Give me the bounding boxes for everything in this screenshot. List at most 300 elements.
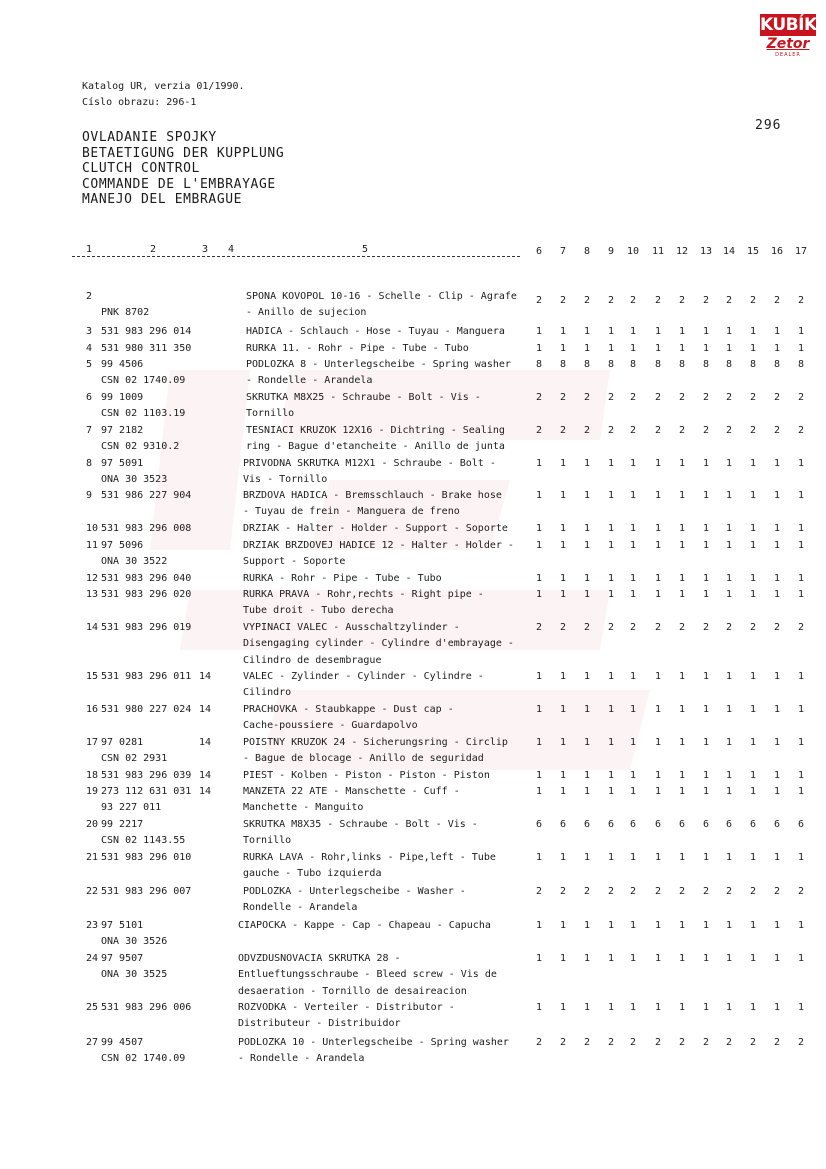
section-titles <box>82 130 284 208</box>
quantity-cell: 2 <box>773 425 781 436</box>
quantity-cell: 1 <box>702 573 710 584</box>
quantity-cell: 1 <box>678 1002 686 1013</box>
quantity-cell: 1 <box>559 737 567 748</box>
part-number: CSN 02 2931 <box>101 753 168 765</box>
quantity-cell: 1 <box>749 458 757 469</box>
quantity-cell: 1 <box>583 770 591 781</box>
quantity-cell: 1 <box>749 589 757 600</box>
quantity-cell: 2 <box>559 425 567 436</box>
quantity-cell: 1 <box>583 573 591 584</box>
qty-header-6: 6 <box>535 246 543 257</box>
quantity-cell: 1 <box>797 589 805 600</box>
quantity-cell: 1 <box>535 326 543 337</box>
quantity-cell: 1 <box>797 326 805 337</box>
quantity-cell: 1 <box>559 786 567 797</box>
quantity-cell: 2 <box>749 392 757 403</box>
quantity-cell: 8 <box>629 359 637 370</box>
part-number: 99 1009 <box>101 392 144 403</box>
quantity-cell: 8 <box>654 359 662 370</box>
quantity-cell: 2 <box>629 295 637 306</box>
quantity-cell: 1 <box>678 786 686 797</box>
quantity-cell: 2 <box>678 886 686 897</box>
quantity-cell: 2 <box>702 622 710 633</box>
quantity-cell: 1 <box>535 540 543 551</box>
quantity-cell: 1 <box>629 770 637 781</box>
quantity-cell: 1 <box>607 737 615 748</box>
quantity-cell: 2 <box>535 1037 543 1048</box>
position-number: 7 <box>86 425 93 436</box>
quantity-cell: 1 <box>725 704 733 715</box>
position-number: 15 <box>86 671 99 682</box>
part-number: 97 5091 <box>101 458 144 469</box>
quantity-cell: 2 <box>797 425 805 436</box>
qty-header-8: 8 <box>583 246 591 257</box>
quantity-cell: 1 <box>678 589 686 600</box>
quantity-cell: 2 <box>607 295 615 306</box>
quantity-cell: 1 <box>583 326 591 337</box>
quantity-cell: 1 <box>797 786 805 797</box>
quantity-cell: 1 <box>678 671 686 682</box>
column-header-3: 3 <box>202 244 209 255</box>
quantity-cell: 1 <box>654 737 662 748</box>
column-header-2: 2 <box>150 244 157 255</box>
part-number: 97 5101 <box>101 920 144 931</box>
quantity-cell: 1 <box>678 737 686 748</box>
quantity-cell: 2 <box>583 295 591 306</box>
quantity-cell: 1 <box>702 1002 710 1013</box>
quantity-cell: 1 <box>725 671 733 682</box>
quantity-cell: 1 <box>607 953 615 964</box>
qty-header-9: 9 <box>607 246 615 257</box>
position-number: 16 <box>86 704 99 715</box>
quantity-cell: 8 <box>773 359 781 370</box>
part-description: ODVZDUSNOVACIA SKRUTKA 28 - <box>238 953 401 964</box>
qty-header-14: 14 <box>722 246 736 257</box>
quantity-cell: 1 <box>607 671 615 682</box>
quantity-cell: 1 <box>607 920 615 931</box>
quantity-cell: 1 <box>654 786 662 797</box>
quantity-cell: 1 <box>678 704 686 715</box>
quantity-cell: 2 <box>559 886 567 897</box>
quantity-cell: 1 <box>629 704 637 715</box>
part-number: 99 4506 <box>101 359 144 370</box>
quantity-cell: 1 <box>773 770 781 781</box>
quantity-cell: 1 <box>725 1002 733 1013</box>
qty-header-7: 7 <box>559 246 567 257</box>
quantity-cell: 1 <box>678 343 686 354</box>
part-description: RURKA - Rohr - Pipe - Tube - Tubo <box>243 573 442 584</box>
position-number: 23 <box>86 920 99 931</box>
quantity-cell: 2 <box>797 622 805 633</box>
part-number: 531 983 296 011 <box>101 671 192 682</box>
part-description: MANZETA 22 ATE - Manschette - Cuff - <box>243 786 460 797</box>
quantity-cell: 1 <box>797 770 805 781</box>
quantity-cell: 8 <box>749 359 757 370</box>
quantity-cell: 1 <box>654 589 662 600</box>
quantity-cell: 1 <box>535 737 543 748</box>
part-description: SKRUTKA M8X25 - Schraube - Bolt - Vis - <box>246 392 481 403</box>
quantity-cell: 1 <box>749 704 757 715</box>
quantity-cell: 2 <box>583 1037 591 1048</box>
position-number: 6 <box>86 392 93 403</box>
quantity-cell: 8 <box>535 359 543 370</box>
quantity-cell: 2 <box>535 392 543 403</box>
quantity-cell: 1 <box>797 737 805 748</box>
position-number: 25 <box>86 1002 99 1013</box>
quantity-cell: 2 <box>535 295 543 306</box>
quantity-cell: 1 <box>583 589 591 600</box>
quantity-cell: 1 <box>607 852 615 863</box>
quantity-cell: 6 <box>559 819 567 830</box>
quantity-cell: 1 <box>629 1002 637 1013</box>
part-number: PNK 8702 <box>101 307 150 319</box>
quantity-cell: 2 <box>583 392 591 403</box>
quantity-cell: 2 <box>702 392 710 403</box>
quantity-cell: 2 <box>702 886 710 897</box>
part-number: 531 983 296 019 <box>101 622 192 633</box>
part-description: - Tuyau de frein - Manguera de freno <box>243 506 460 518</box>
column-header-1: 1 <box>86 244 93 255</box>
quantity-cell: 6 <box>583 819 591 830</box>
part-number: 97 5096 <box>101 540 144 551</box>
part-description: VYPINACI VALEC - Ausschaltzylinder - <box>243 622 460 633</box>
part-description: Cache-poussiere - Guardapolvo <box>243 720 418 732</box>
part-number: 531 983 296 006 <box>101 1002 192 1013</box>
quantity-cell: 2 <box>725 622 733 633</box>
quantity-cell: 1 <box>654 326 662 337</box>
quantity-cell: 1 <box>607 343 615 354</box>
quantity-cell: 2 <box>702 425 710 436</box>
part-description: PODLOZKA - Unterlegscheibe - Washer - <box>243 886 466 897</box>
quantity-cell: 1 <box>535 704 543 715</box>
part-description: POISTNY KRUZOK 24 - Sicherungsring - Circlip <box>243 737 508 748</box>
part-number: 531 983 296 020 <box>101 589 192 600</box>
quantity-cell: 1 <box>749 953 757 964</box>
quantity-cell: 1 <box>583 704 591 715</box>
title-fr: COMMANDE DE L'EMBRAYAGE <box>82 176 276 192</box>
part-number: 531 986 227 904 <box>101 490 192 501</box>
quantity-cell: 1 <box>678 523 686 534</box>
quantity-cell: 2 <box>725 392 733 403</box>
part-description: HADICA - Schlauch - Hose - Tuyau - Manguera <box>246 326 505 337</box>
quantity-cell: 1 <box>725 737 733 748</box>
quantity-cell: 1 <box>678 852 686 863</box>
quantity-cell: 1 <box>725 458 733 469</box>
quantity-cell: 1 <box>559 1002 567 1013</box>
quantity-cell: 2 <box>535 622 543 633</box>
qty-header-16: 16 <box>770 246 784 257</box>
part-description: Distributeur - Distribuidor <box>238 1018 401 1030</box>
quantity-cell: 1 <box>654 490 662 501</box>
quantity-cell: 1 <box>654 671 662 682</box>
quantity-cell: 1 <box>725 953 733 964</box>
quantity-cell: 2 <box>725 295 733 306</box>
quantity-cell: 2 <box>559 1037 567 1048</box>
quantity-cell: 1 <box>702 490 710 501</box>
part-description: Cilindro <box>243 687 292 699</box>
quantity-cell: 1 <box>678 458 686 469</box>
quantity-cell: 6 <box>702 819 710 830</box>
quantity-cell: 1 <box>797 540 805 551</box>
part-description: CIAPOCKA - Kappe - Cap - Chapeau - Capucha <box>238 920 491 931</box>
quantity-cell: 1 <box>559 540 567 551</box>
quantity-cell: 1 <box>607 458 615 469</box>
quantity-cell: 1 <box>629 671 637 682</box>
quantity-cell: 1 <box>749 1002 757 1013</box>
quantity-cell: 1 <box>629 786 637 797</box>
quantity-cell: 1 <box>773 852 781 863</box>
qty-header-17: 17 <box>794 246 808 257</box>
part-description: ring - Bague d'etancheite - Anillo de junta <box>246 441 505 453</box>
quantity-cell: 1 <box>583 458 591 469</box>
quantity-cell: 2 <box>607 425 615 436</box>
quantity-cell: 1 <box>559 671 567 682</box>
part-description: Entlueftungsschraube - Bleed screw - Vis de <box>238 969 497 981</box>
quantity-cell: 1 <box>607 326 615 337</box>
position-number: 4 <box>86 343 93 354</box>
logo-top-text: KUBÍK <box>760 15 817 35</box>
quantity-cell: 1 <box>629 458 637 469</box>
quantity-cell: 1 <box>535 1002 543 1013</box>
title-de: BETAETIGUNG DER KUPPLUNG <box>82 145 285 161</box>
quantity-cell: 2 <box>535 886 543 897</box>
part-description: gauche - Tubo izquierda <box>243 868 382 880</box>
position-number: 21 <box>86 852 99 863</box>
quantity-cell: 1 <box>725 573 733 584</box>
quantity-cell: 2 <box>678 392 686 403</box>
quantity-cell: 8 <box>678 359 686 370</box>
position-number: 2 <box>86 291 93 302</box>
quantity-cell: 1 <box>535 523 543 534</box>
part-description: RURKA PRAVA - Rohr,rechts - Right pipe - <box>243 589 484 600</box>
quantity-cell: 6 <box>654 819 662 830</box>
quantity-cell: 1 <box>749 326 757 337</box>
position-number: 13 <box>86 589 99 600</box>
quantity-cell: 1 <box>725 540 733 551</box>
quantity-cell: 1 <box>702 326 710 337</box>
quantity-cell: 2 <box>654 622 662 633</box>
quantity-cell: 2 <box>749 622 757 633</box>
figure-reference: 14 <box>199 671 212 682</box>
quantity-cell: 1 <box>749 737 757 748</box>
part-number: 531 983 296 008 <box>101 523 192 534</box>
quantity-cell: 1 <box>797 671 805 682</box>
quantity-cell: 8 <box>583 359 591 370</box>
logo-bottom-text: Zetor <box>766 36 810 52</box>
quantity-cell: 1 <box>654 540 662 551</box>
part-description: PRACHOVKA - Staubkappe - Dust cap - <box>243 704 454 715</box>
quantity-cell: 1 <box>559 589 567 600</box>
quantity-cell: 1 <box>629 490 637 501</box>
quantity-cell: 1 <box>678 540 686 551</box>
quantity-cell: 1 <box>654 920 662 931</box>
quantity-cell: 2 <box>654 886 662 897</box>
part-description: PODLOZKA 8 - Unterlegscheibe - Spring washer <box>246 359 511 370</box>
quantity-cell: 2 <box>654 1037 662 1048</box>
quantity-cell: 1 <box>797 1002 805 1013</box>
position-number: 12 <box>86 573 99 584</box>
quantity-cell: 1 <box>773 786 781 797</box>
quantity-cell: 6 <box>678 819 686 830</box>
quantity-cell: 2 <box>583 425 591 436</box>
quantity-cell: 1 <box>797 523 805 534</box>
quantity-cell: 1 <box>654 343 662 354</box>
quantity-cell: 1 <box>629 737 637 748</box>
quantity-cell: 2 <box>749 886 757 897</box>
part-number: CSN 02 1740.09 <box>101 375 186 387</box>
quantity-cell: 1 <box>749 920 757 931</box>
quantity-cell: 1 <box>797 953 805 964</box>
quantity-cell: 2 <box>749 295 757 306</box>
quantity-cell: 2 <box>797 295 805 306</box>
quantity-cell: 1 <box>749 852 757 863</box>
quantity-cell: 2 <box>607 392 615 403</box>
quantity-cell: 1 <box>678 490 686 501</box>
part-number: 99 4507 <box>101 1037 144 1048</box>
quantity-cell: 1 <box>725 343 733 354</box>
quantity-cell: 1 <box>583 540 591 551</box>
header-underline <box>72 256 520 257</box>
quantity-cell: 2 <box>535 425 543 436</box>
quantity-cell: 1 <box>583 786 591 797</box>
part-description: TESNIACI KRUZOK 12X16 - Dichtring - Sealing <box>246 425 505 436</box>
quantity-cell: 1 <box>773 737 781 748</box>
part-number: ONA 30 3522 <box>101 556 168 568</box>
part-description: - Rondelle - Arandela <box>238 1053 365 1065</box>
quantity-cell: 2 <box>797 392 805 403</box>
part-description: Tornillo <box>246 408 295 420</box>
quantity-cell: 2 <box>678 1037 686 1048</box>
quantity-cell: 1 <box>749 343 757 354</box>
qty-header-15: 15 <box>746 246 760 257</box>
quantity-cell: 1 <box>702 343 710 354</box>
quantity-cell: 1 <box>749 490 757 501</box>
quantity-cell: 2 <box>797 1037 805 1048</box>
quantity-cell: 2 <box>629 622 637 633</box>
quantity-cell: 1 <box>559 343 567 354</box>
part-description: Rondelle - Arandela <box>243 902 358 914</box>
quantity-cell: 1 <box>607 589 615 600</box>
quantity-cell: 8 <box>725 359 733 370</box>
quantity-cell: 2 <box>654 425 662 436</box>
quantity-cell: 2 <box>797 886 805 897</box>
quantity-cell: 1 <box>559 953 567 964</box>
quantity-cell: 1 <box>654 523 662 534</box>
quantity-cell: 1 <box>607 1002 615 1013</box>
quantity-cell: 2 <box>749 1037 757 1048</box>
quantity-cell: 2 <box>678 295 686 306</box>
quantity-cell: 2 <box>583 622 591 633</box>
quantity-cell: 2 <box>583 886 591 897</box>
quantity-cell: 2 <box>678 622 686 633</box>
part-number: 531 983 296 040 <box>101 573 192 584</box>
quantity-cell: 1 <box>607 573 615 584</box>
quantity-cell: 2 <box>773 1037 781 1048</box>
quantity-cell: 1 <box>749 573 757 584</box>
part-description: SPONA KOVOPOL 10-16 - Schelle - Clip - Agrafe <box>246 291 517 302</box>
quantity-cell: 1 <box>654 770 662 781</box>
quantity-cell: 1 <box>583 1002 591 1013</box>
quantity-cell: 1 <box>535 920 543 931</box>
quantity-cell: 1 <box>702 671 710 682</box>
quantity-cell: 1 <box>559 573 567 584</box>
part-number: CSN 02 1740.09 <box>101 1053 186 1065</box>
quantity-cell: 1 <box>629 852 637 863</box>
quantity-cell: 1 <box>702 953 710 964</box>
part-description: - Bague de blocage - Anillo de seguridad <box>243 753 484 765</box>
part-description: - Rondelle - Arandela <box>246 375 373 387</box>
quantity-cell: 1 <box>725 523 733 534</box>
quantity-cell: 2 <box>607 1037 615 1048</box>
page-number: 296 <box>755 118 782 133</box>
quantity-cell: 1 <box>797 490 805 501</box>
quantity-cell: 1 <box>773 458 781 469</box>
part-description: RURKA LAVA - Rohr,links - Pipe,left - Tube <box>243 852 496 863</box>
quantity-cell: 1 <box>773 573 781 584</box>
quantity-cell: 1 <box>725 786 733 797</box>
quantity-cell: 2 <box>607 886 615 897</box>
quantity-cell: 1 <box>535 786 543 797</box>
quantity-cell: 2 <box>629 425 637 436</box>
quantity-cell: 1 <box>797 852 805 863</box>
quantity-cell: 1 <box>559 704 567 715</box>
quantity-cell: 6 <box>535 819 543 830</box>
position-number: 5 <box>86 359 93 370</box>
figure-reference: 14 <box>199 737 212 748</box>
quantity-cell: 1 <box>749 786 757 797</box>
quantity-cell: 1 <box>583 523 591 534</box>
part-description: Tornillo <box>243 835 292 847</box>
quantity-cell: 1 <box>773 490 781 501</box>
quantity-cell: 1 <box>535 953 543 964</box>
quantity-cell: 1 <box>607 540 615 551</box>
quantity-cell: 1 <box>773 523 781 534</box>
quantity-cell: 1 <box>535 458 543 469</box>
quantity-cell: 2 <box>773 622 781 633</box>
quantity-cell: 1 <box>654 953 662 964</box>
part-number: 531 983 296 007 <box>101 886 192 897</box>
quantity-cell: 1 <box>749 523 757 534</box>
part-description: desaeration - Tornillo de desaireacion <box>238 985 467 997</box>
part-description: RURKA 11. - Rohr - Pipe - Tube - Tubo <box>246 343 469 354</box>
quantity-cell: 1 <box>773 953 781 964</box>
quantity-cell: 2 <box>559 622 567 633</box>
quantity-cell: 1 <box>702 852 710 863</box>
title-sk: OVLADANIE SPOJKY <box>82 130 217 145</box>
quantity-cell: 1 <box>535 589 543 600</box>
qty-header-12: 12 <box>675 246 689 257</box>
part-description: DRZIAK BRZDOVEJ HADICE 12 - Halter - Holder - <box>243 540 514 551</box>
quantity-cell: 1 <box>678 920 686 931</box>
quantity-cell: 1 <box>583 490 591 501</box>
quantity-cell: 1 <box>773 343 781 354</box>
quantity-cell: 2 <box>725 1037 733 1048</box>
column-header-5: 5 <box>362 244 369 255</box>
quantity-cell: 2 <box>725 425 733 436</box>
quantity-cell: 1 <box>749 770 757 781</box>
quantity-cell: 2 <box>629 1037 637 1048</box>
quantity-cell: 1 <box>629 523 637 534</box>
position-number: 9 <box>86 490 93 501</box>
quantity-cell: 2 <box>749 425 757 436</box>
part-number: 97 9507 <box>101 953 144 964</box>
quantity-cell: 1 <box>629 540 637 551</box>
quantity-cell: 1 <box>702 737 710 748</box>
part-description: - Anillo de sujecion <box>246 307 367 319</box>
catalog-version: Katalog UR, verzia 01/1990. <box>82 81 245 92</box>
column-header-4: 4 <box>228 244 235 255</box>
quantity-cell: 1 <box>535 490 543 501</box>
